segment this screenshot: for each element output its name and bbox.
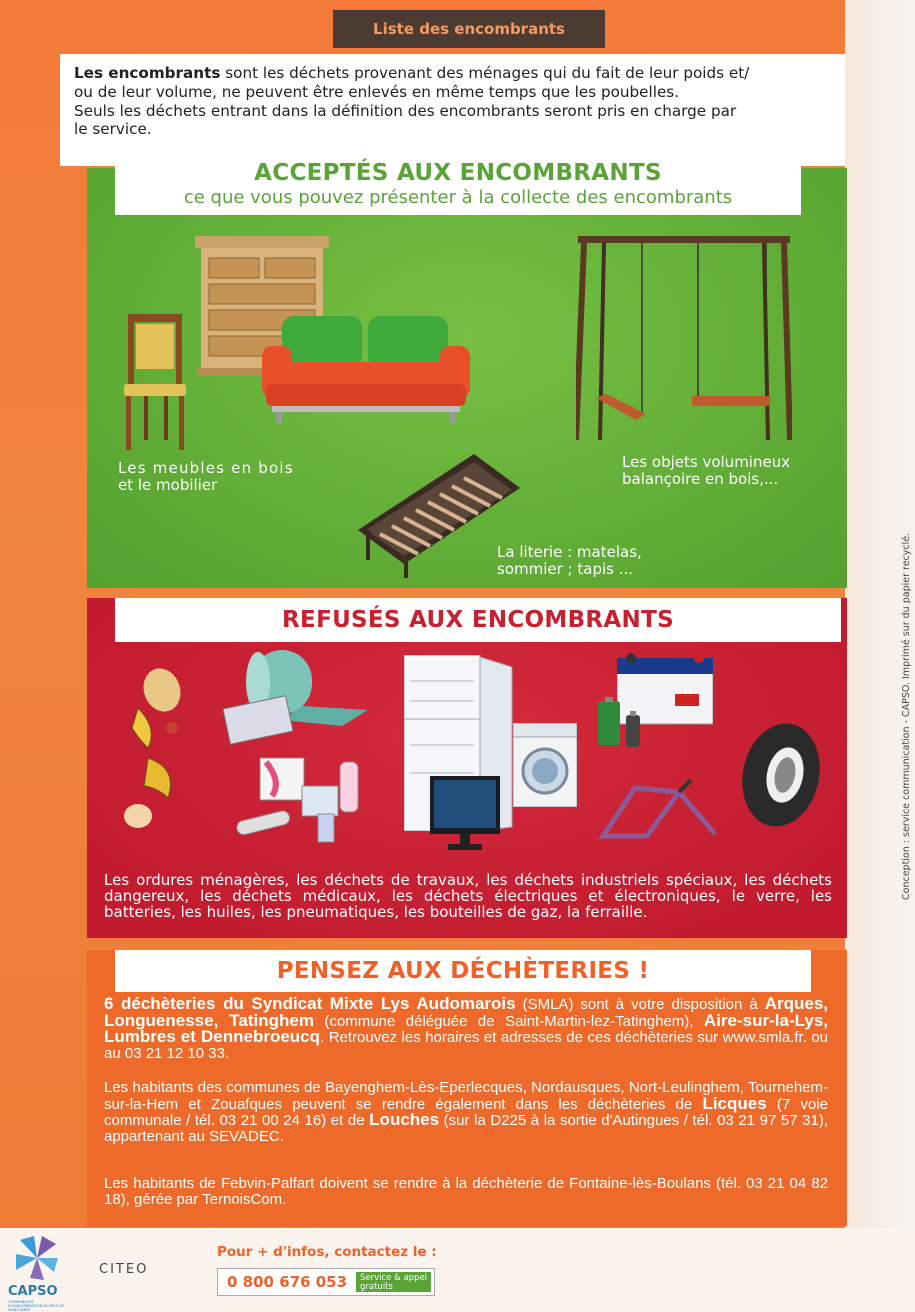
p1-text-3: . Retrouvez les horaires et adresses de ces déchèteries sur www.smla.fr. ou au 03 21 12 10 33. — [104, 1029, 829, 1062]
p1-bold-3: Aire-sur-la-Lys, Lumbres et Dennebroeucq — [104, 1010, 828, 1046]
caption-furniture-line1: Les meubles en bois — [118, 459, 294, 477]
sofa-illustration — [262, 312, 470, 424]
phone-box[interactable] — [217, 1268, 435, 1296]
capso-logo-text: CAPSO — [8, 1284, 58, 1299]
side-credit: Conception : service communication - CAPSO. Imprimé sur du papier recyclé. — [901, 532, 912, 900]
p1-bold-2: Arques, Longuenesse, Tatinghem — [104, 994, 828, 1030]
intro-bold: Les encombrants — [74, 64, 221, 82]
bicycle-frame-illustration — [595, 778, 721, 840]
capso-logo-subtitle: COMMUNAUTÉ D'AGGLOMÉRATION DU PAYS DE SAINT-OMER — [8, 1300, 65, 1312]
caption-bulky-line1: Les objets volumineux — [622, 453, 791, 471]
refused-text: Les ordures ménagères, les déchets de travaux, les déchets industriels spéciaux, les déchets dangereux, les déchets médicaux, les déchets électriques et électroniques, le verre, les batteries, les huiles, les pneumatiques, les bouteilles de gaz, la ferraille. — [104, 871, 832, 921]
caption-bedding-line1: La literie : matelas, — [497, 543, 642, 561]
p2-bold-2: Louches — [369, 1110, 440, 1129]
p2-text-3: (sur la D225 à la sortie d'Autingues / tél. 03 21 97 57 31), appartenant au SEVADEC. — [104, 1112, 829, 1145]
p1-text-2: (commune déléguée de Saint-Martin-lez-Tatinghem), — [314, 1012, 704, 1030]
tire-illustration — [738, 720, 824, 830]
accepted-subtitle: ce que vous pouvez présenter à la collecte des encombrants — [183, 187, 733, 208]
refused-header — [115, 598, 841, 642]
washing-machine-illustration — [513, 723, 577, 807]
chair-illustration — [122, 312, 188, 452]
contact-label: Pour + d'infos, contactez le : — [217, 1244, 437, 1260]
p1-text-1: (SMLA) sont à votre disposition à — [515, 996, 765, 1013]
accepted-title: ACCEPTÉS AUX ENCOMBRANTS — [254, 160, 662, 186]
paint-cans-illustration — [232, 752, 368, 846]
insulation-illustration — [222, 646, 370, 750]
caption-furniture-line2: et le mobilier — [118, 476, 218, 494]
badge-line-2: gratuits — [360, 1282, 393, 1292]
capso-logo-icon — [14, 1234, 60, 1282]
caption-bedding-line2: sommier ; tapis ... — [497, 560, 634, 578]
dechets-paragraph-2 — [104, 1080, 828, 1144]
food-waste-illustration — [118, 668, 198, 838]
p1-bold-1: 6 déchèteries du Syndicat Mixte Lys Audomarois — [104, 994, 516, 1013]
badge-line-1: Service & appel — [360, 1273, 428, 1283]
intro-paragraph — [60, 54, 845, 166]
batteries-illustration — [596, 697, 646, 749]
page-title: Liste des encombrants — [333, 10, 605, 48]
p2-text-1: Les habitants des communes de Bayenghem-Lès-Eperlecques, Nordausques, Nort-Leulinghem, Tournehem-sur-la-Hem et Zouafques peuvent se rendre également dans les déchèteries de — [104, 1079, 828, 1113]
dechets-header — [115, 950, 811, 992]
intro-line-4: le service. — [74, 120, 152, 139]
dechets-paragraph-1 — [104, 996, 828, 1061]
citeo-logo: CITEO — [99, 1262, 149, 1277]
free-call-badge — [356, 1272, 431, 1292]
caption-bulky-line2: balançoire en bois,... — [622, 470, 779, 488]
caption-bulky — [622, 454, 790, 488]
p2-bold-1: Licques — [702, 1093, 767, 1113]
caption-bedding — [497, 544, 642, 578]
p2-text-2: (7 voie communale / tél. 03 21 00 24 16) et de — [104, 1095, 828, 1129]
intro-line-2: ou de leur volume, ne peuvent être enlevés en même temps que les poubelles. — [74, 82, 680, 101]
caption-furniture — [118, 460, 294, 494]
phone-number[interactable]: 0 800 676 053 — [227, 1273, 348, 1291]
accepted-header — [115, 155, 801, 215]
dechets-title: PENSEZ AUX DÉCHÈTERIES ! — [276, 958, 650, 984]
refused-title: REFUSÉS AUX ENCOMBRANTS — [282, 607, 674, 633]
intro-line-1: sont les déchets provenant des ménages qui du fait de leur poids et/ — [220, 64, 750, 82]
tv-illustration — [430, 776, 500, 852]
dechets-paragraph-3: Les habitants de Febvin-Palfart doivent se rendre à la déchèterie de Fontaine-lès-Boulans (tél. 03 21 04 82 18), gérée par TernoisCom. — [104, 1175, 828, 1208]
swing-illustration — [576, 236, 792, 442]
intro-line-3: Seuls les déchets entrant dans la définition des encombrants seront pris en charge par — [74, 101, 737, 120]
